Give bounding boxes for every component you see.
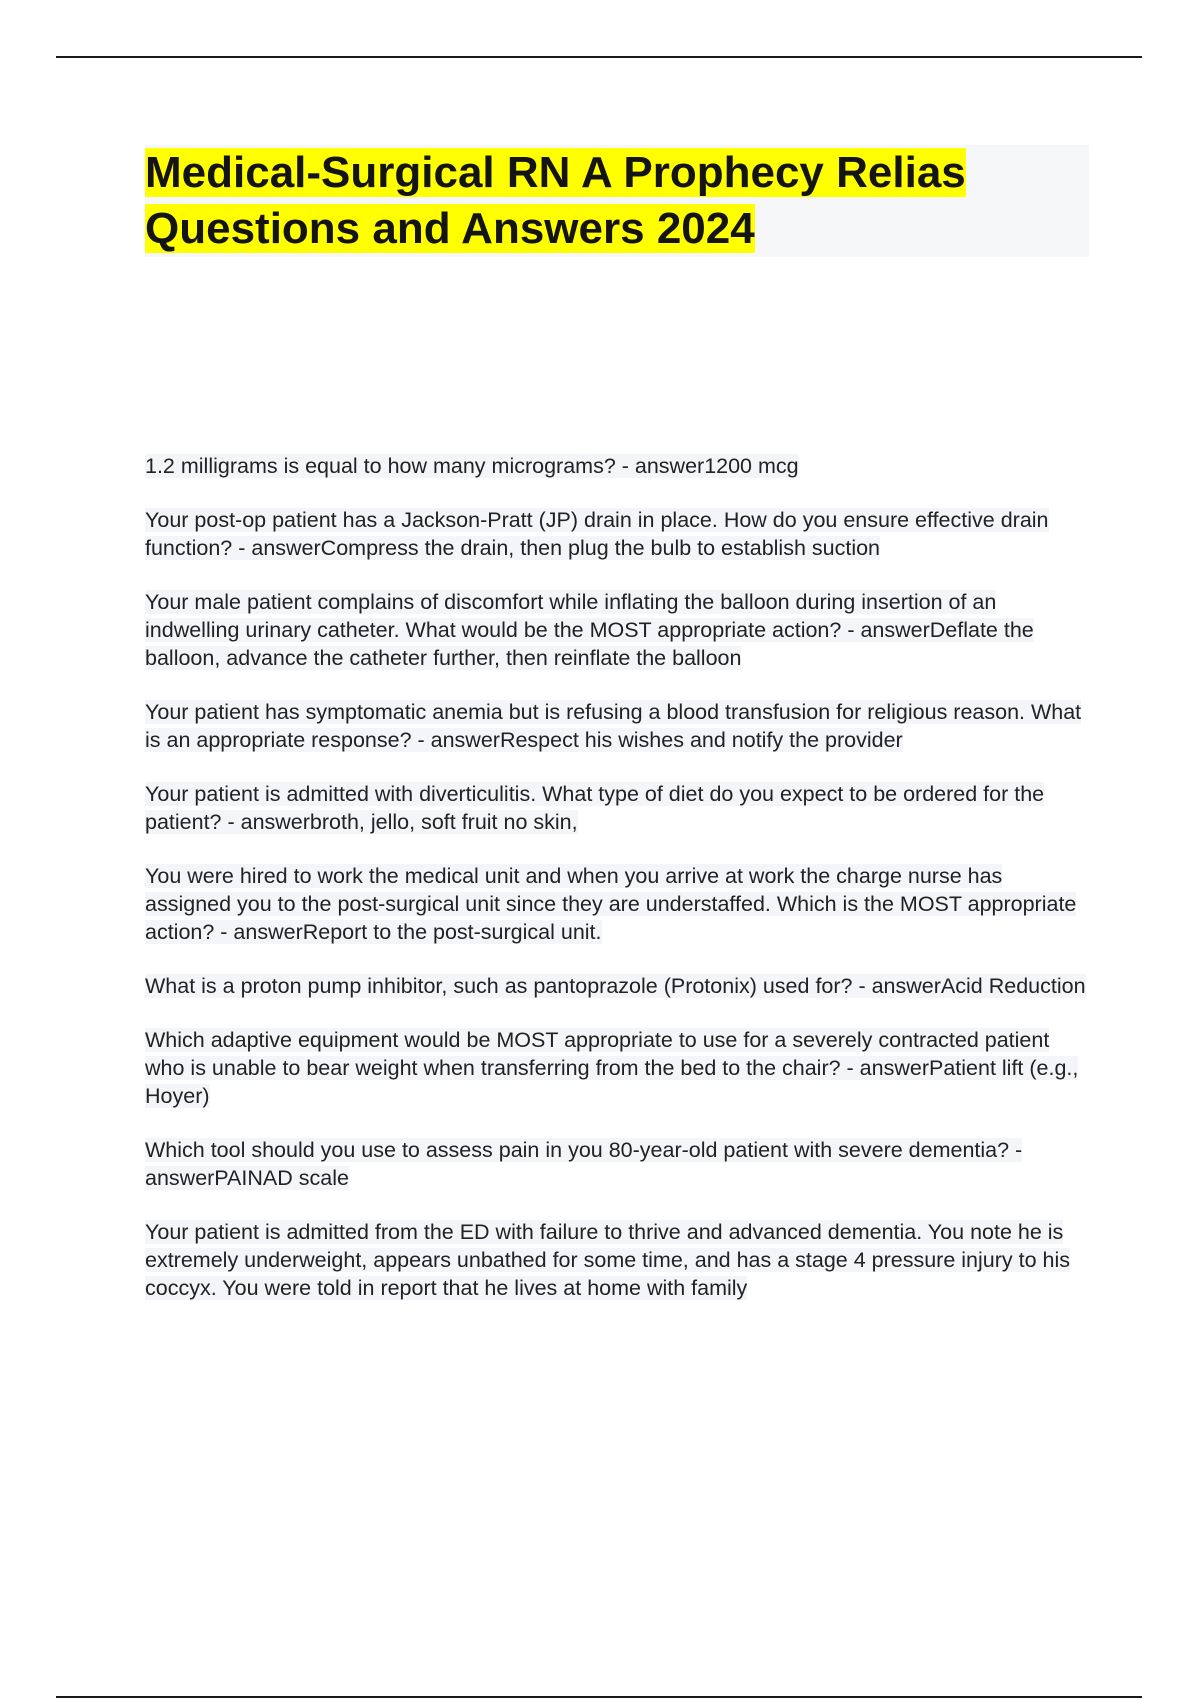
- qa-item: [145, 780, 1090, 836]
- footer-rule: [56, 1696, 1142, 1698]
- qa-item-text: Your post-op patient has a Jackson-Pratt (JP) drain in place. How do you ensure effective drain function? - answerCompress the drain, then plug the bulb to establish suction: [145, 508, 1049, 560]
- qa-item-text: Your patient has symptomatic anemia but is refusing a blood transfusion for religious reason. What is an appropriate response? - answerRespect his wishes and notify the provider: [145, 700, 1082, 752]
- qa-item: [145, 698, 1090, 754]
- qa-item-text: Which adaptive equipment would be MOST appropriate to use for a severely contracted patient who is unable to bear weight when transferring from the bed to the chair? - answerPatient lift (e.g., Hoyer): [145, 1028, 1079, 1108]
- qa-item: [145, 452, 1090, 480]
- qa-item: [145, 1218, 1090, 1302]
- qa-item: [145, 972, 1090, 1000]
- header-rule: [56, 56, 1142, 58]
- qa-item: [145, 1026, 1090, 1110]
- qa-item-text: Your male patient complains of discomfort while inflating the balloon during insertion of an indwelling urinary catheter. What would be the MOST appropriate action? - answerDeflate the balloon, advance the catheter further, then reinflate the balloon: [145, 590, 1034, 670]
- qa-item-text: Your patient is admitted with diverticulitis. What type of diet do you expect to be ordered for the patient? - answerbroth, jello, soft fruit no skin,: [145, 782, 1045, 834]
- qa-item-text: Which tool should you use to assess pain in you 80-year-old patient with severe dementia? - answerPAINAD scale: [145, 1138, 1023, 1190]
- qa-item-text: What is a proton pump inhibitor, such as pantoprazole (Protonix) used for? - answerAcid Reduction: [145, 974, 1086, 998]
- qa-item-text: You were hired to work the medical unit and when you arrive at work the charge nurse has assigned you to the post-surgical unit since they are understaffed. Which is the MOST appropriate action? - answerReport to the post-surgical unit.: [145, 864, 1077, 944]
- qa-list: [145, 452, 1090, 1328]
- qa-item: [145, 1136, 1090, 1192]
- qa-item: [145, 588, 1090, 672]
- qa-item: [145, 862, 1090, 946]
- qa-item: [145, 506, 1090, 562]
- document-title-text: Medical-Surgical RN A Prophecy Relias Questions and Answers 2024: [145, 148, 966, 253]
- title-block: [145, 145, 1089, 257]
- qa-item-text: Your patient is admitted from the ED with failure to thrive and advanced dementia. You note he is extremely underweight, appears unbathed for some time, and has a stage 4 pressure injury to his coccyx. You were told in report that he lives at home with family: [145, 1220, 1071, 1300]
- document-title: [145, 145, 1089, 257]
- qa-item-text: 1.2 milligrams is equal to how many micrograms? - answer1200 mcg: [145, 454, 799, 478]
